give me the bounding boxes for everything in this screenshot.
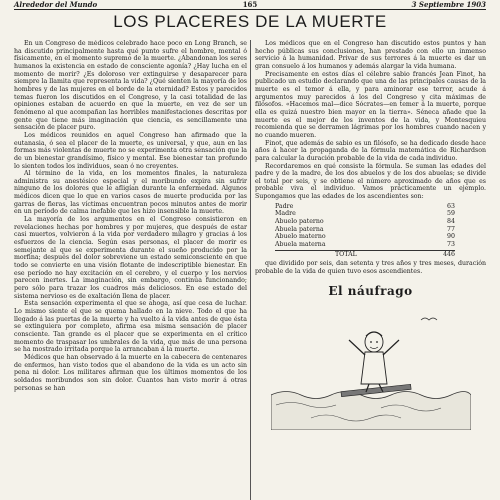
- ages-table: [275, 203, 455, 258]
- illustration-title: El náufrago: [328, 283, 413, 298]
- ages-row: [275, 233, 455, 241]
- paragraph: La mayoría de los argumentos en el Congreso consistieron en revelaciones hechas por hombres y por mujeres, que después de estar casi muertos, volvieron á la vida por verdadero milagro y gracias á los esfuerzos de la ciencia. Según esas personas, el placer de morir es semejante al que se experimenta durante el sueño producido por la morfina; después del dolor sobreviene un estado semiconsciente en que todo se convierte en una visión flotante de indescriptible bienestar. En ese período no hay excitación en el cerebro, y el cuerpo y los nervios parecen inertes. La imaginación, sin embargo, continúa funcionando; pero sólo para trazar los cuadros más deliciosos. En ese estado del sistema nervioso es de exaltación llena de placer.: [14, 216, 247, 300]
- paragraph: Los médicos que en el Congreso han discutido estos puntos y han hecho públicas sus conclusiones, han prestado con ello un inmenso servicio á la humanidad. Privar de sus terrores á la muerte es dar un gran consuelo á los humanos y además alargar la vida humana.: [255, 40, 486, 70]
- ages-total-row: [275, 250, 455, 259]
- ages-total-value: 446: [443, 250, 455, 258]
- paragraph: Finot, que además de sabio es un filósofo, se ha dedicado desde hace años á hacer la propaganda de la fórmula matemática de Richardson para calcular la duración probable de la vida de cada individuo.: [255, 139, 486, 162]
- ages-row: [275, 241, 455, 249]
- page-header: [14, 0, 486, 10]
- ages-total-label: TOTAL: [335, 250, 357, 258]
- issue-date: 3 Septiembre 1903: [411, 0, 486, 9]
- ages-label: Padre: [275, 202, 294, 210]
- left-column: [14, 40, 247, 500]
- ages-value: 59: [447, 210, 455, 218]
- ages-label: Abuela materna: [275, 240, 326, 248]
- ages-label: Abuela paterna: [275, 225, 324, 233]
- paragraph: Recordaremos en qué consiste la fórmula. Se suman las edades del padre y de la madre, de los dos abuelos y de los dos abuelas; se divide el total por seis, y se obtiene el número aproximado de años que es probable viva el individuo. Vamos prácticamente un ejemplo. Supongamos que las edades de los ascendientes son:: [255, 162, 486, 201]
- ages-value: 63: [447, 202, 455, 210]
- ages-label: Abuelo materno: [275, 233, 326, 241]
- ages-label: Madre: [275, 210, 296, 218]
- ages-value: 90: [447, 233, 455, 241]
- page-number: 165: [242, 0, 258, 9]
- ages-label: Abuelo paterno: [275, 218, 324, 226]
- paragraph: Médicos que han observado á la muerte en la cabecera de centenares de enfermos, han visto todos que el abandono de la vida es un acto sin pena ni dolor. Los militares afirman que los últimos momentos de los soldados moribundos son sin dolor. Cuantos han visto morir á otras personas se han: [14, 353, 247, 392]
- paragraph: que dividido por seis, dan setenta y tres años y tres meses, duración probable de la vida de quien tuvo esos ascendientes.: [255, 260, 486, 275]
- article-title: LOS PLACERES DE LA MUERTE: [113, 12, 387, 31]
- right-column: [255, 40, 486, 500]
- ages-value: 84: [447, 218, 455, 226]
- ages-row: [275, 226, 455, 234]
- shipwreck-illustration: [271, 300, 471, 430]
- ages-row: [275, 210, 455, 218]
- column-divider: [250, 40, 251, 500]
- ages-row: [275, 218, 455, 226]
- paragraph: Esta sensación experimenta el que se ahoga, así que cesa de luchar. Lo mismo siente el que se quema hallado en la nieve. Todo el que ha llegado á las puertas de la muerte y ha vuelto á la vida antes de que ésta se extinguiera por completo, afirma esa misma sensación de placer consciente. Tan grande es el placer que se experimenta en el crítico momento de traspasar los umbrales de la vida, que más de una persona se ha mostrado irritada porque la arrancaban á la muerte.: [14, 300, 247, 354]
- paragraph: Los médicos reunidos en aquel Congreso han afirmado que la eutanasia, ó sea el placer de la muerte, es universal, y que, aun en las formas más violentas de muerte no se experimenta otra sensación que la de un bienestar grandísimo, físico y mental. Ese bienestar tan profundo lo sienten todos los individuos, sean ó no creyentes.: [14, 131, 247, 170]
- paragraph: En un Congreso de médicos celebrado hace poco en Long Branch, se ha discutido principalmente hasta qué punto sufre el hombre, mental ó físicamente, en el momento supremo de la muerte. ¿Abandonan los seres humanos la existencia en estado de consciente agonía? ¿Hay lucha en el momento de morir? ¿Es doloroso ver extinguirse y desaparecer para siempre la llamita que representa la vida? ¿Qué sienten la mayoría de los hombres y de las mujeres en el borde de la eternidad? Estos y parecidos temas fueron los discutidos en el Congreso, y la casi totalidad de las opiniones estaban de acuerdo en que la muerte, en vez de ser un fenómeno al que acompañan las horribles manifestaciones descritas por gente que tiene más imaginación que ciencia, es sencillamente una sensación de placer puro.: [14, 40, 247, 132]
- magazine-name: Alrededor del Mundo: [14, 0, 98, 9]
- paragraph: Precisamente en estos días el célebre sabio francés Jean Finot, ha publicado un estudio declarando que una de las principales causas de la muerte es el temor á ella, y para aminorar ese terror, acude á argumentos muy parecidos á los del Congreso y cita máximas de filósofos. «Hacemos mal—dice Sócrates—en temer á la muerte, porque ella es quizá nuestro bien mayor en la tierra». Séneca añade que la muerte es el mejor de los inventos de la vida, y Montesquieu recomienda que se derramen lágrimas por los hombres cuando nacen y no cuando mueren.: [255, 70, 486, 139]
- paragraph: Al término de la vida, en los momentos finales, la naturaleza administra su anestésico especial y el moribundo expira sin sufrir ninguno de los dolores que le afligían durante la enfermedad. Algunos médicos dicen que lo que en varios casos de muerte producida por las garras de fieras, las víctimas encuentran pocos minutos antes de morir en un período de calma inefable que les hizo insensible la muerte.: [14, 170, 247, 216]
- ages-row: [275, 203, 455, 211]
- ages-value: 73: [447, 240, 455, 248]
- ages-value: 77: [447, 225, 455, 233]
